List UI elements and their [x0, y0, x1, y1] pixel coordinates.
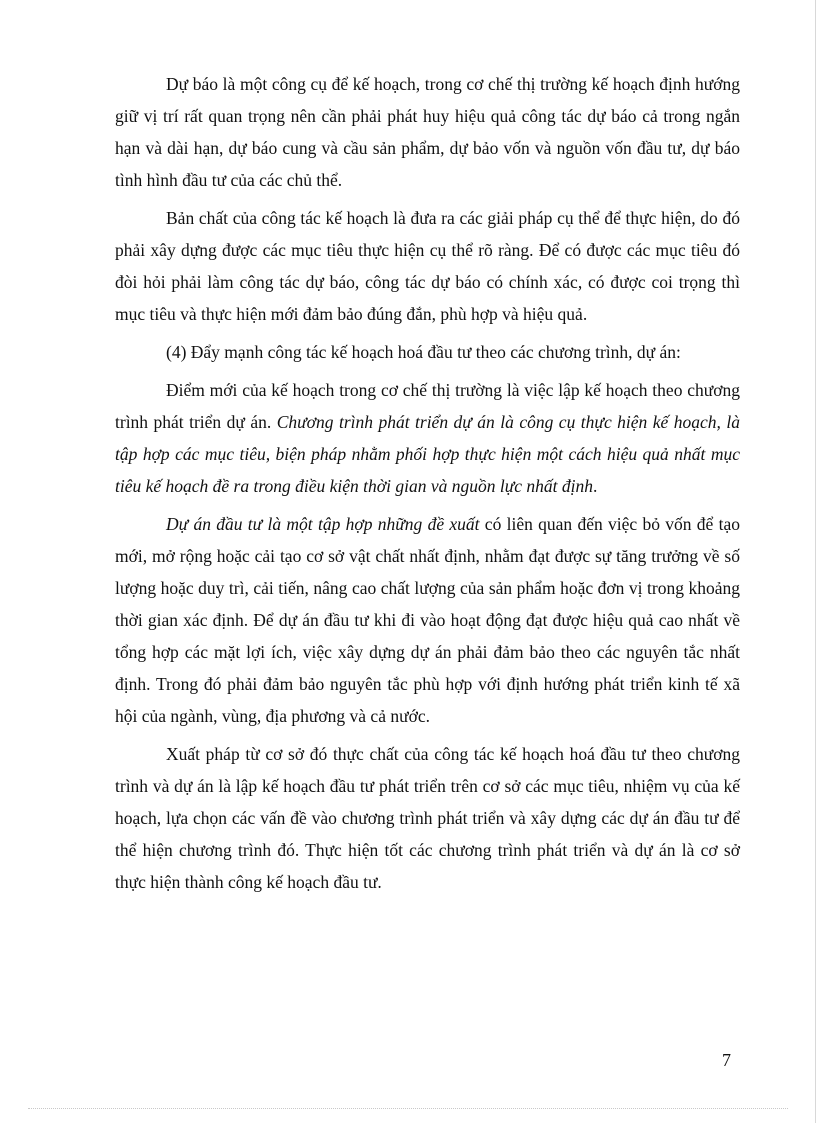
section-heading: (4) Đẩy mạnh công tác kế hoạch hoá đầu tư theo các chương trình, dự án:: [166, 342, 681, 362]
paragraph-text: Dự báo là một công cụ để kế hoạch, trong cơ chế thị trường kế hoạch định hướng giữ vị trí rất quan trọng nên cần phải phát huy hiệu quả công tác dự báo cả trong ngắn hạn và dài hạn, dự báo cung và cầu sản phẩm, dự bảo vốn và nguồn vốn đầu tư, dự báo tình hình đầu tư của các chủ thể.: [115, 74, 740, 190]
paragraph-investment-project: [115, 508, 740, 732]
body-text: [115, 68, 740, 904]
italic-definition: Chương trình phát triển dự án là công cụ thực hiện kế hoạch, là tập hợp các mục tiêu, biện pháp nhằm phối hợp thực hiện một cách hiệu quả nhất mục tiêu kế hoạch đề ra trong điều kiện thời gian và nguồn lực nhất định: [115, 412, 740, 496]
paragraph-text: .: [593, 476, 598, 496]
paragraph-text: Xuất pháp từ cơ sở đó thực chất của công tác kế hoạch hoá đầu tư theo chương trình và dự án là lập kế hoạch đầu tư phát triển trên cơ sở các mục tiêu, nhiệm vụ của kế hoạch, lựa chọn các vấn đề vào chương trình phát triển và xây dựng các dự án đầu tư để thể hiện chương trình đó. Thực hiện tốt các chương trình phát triển và dự án là cơ sở thực hiện thành công kế hoạch đầu tư.: [115, 744, 740, 892]
paragraph-heading-4: [115, 336, 740, 368]
paragraph-conclusion: [115, 738, 740, 898]
paragraph-text: Điểm mới của kế hoạch trong cơ chế thị trường là việc lập kế hoạch theo chương trình phát triển dự án.: [115, 380, 740, 432]
paragraph-program-planning: [115, 374, 740, 502]
paragraph-text: có liên quan đến việc bỏ vốn để tạo mới, mở rộng hoặc cải tạo cơ sở vật chất nhất định, nhằm đạt được sự tăng trưởng về số lượng hoặc duy trì, cải tiến, nâng cao chất lượng của sản phẩm hoặc đơn vị trong khoảng thời gian xác định. Để dự án đầu tư khi đi vào hoạt động đạt được hiệu quả cao nhất về tổng hợp các mặt lợi ích, việc xây dựng dự án phải đảm bảo theo các nguyên tắc nhất định. Trong đó phải đảm bảo nguyên tắc phù hợp với định hướng phát triển kinh tế xã hội của ngành, vùng, địa phương và cả nước.: [115, 514, 740, 726]
paragraph-forecasting: [115, 68, 740, 196]
paragraph-planning-nature: [115, 202, 740, 330]
italic-definition: Dự án đầu tư là một tập hợp những đề xuất: [166, 514, 480, 534]
page-number: 7: [722, 1050, 731, 1070]
paragraph-text: Bản chất của công tác kế hoạch là đưa ra các giải pháp cụ thể để thực hiện, do đó phải xây dựng được các mục tiêu thực hiện cụ thể rõ ràng. Để có được các mục tiêu đó đòi hỏi phải làm công tác dự báo, công tác dự báo có chính xác, có được coi trọng thì mục tiêu và thực hiện mới đảm bảo đúng đắn, phù hợp và hiệu quả.: [115, 208, 740, 324]
page-bottom-divider: [28, 1108, 788, 1109]
